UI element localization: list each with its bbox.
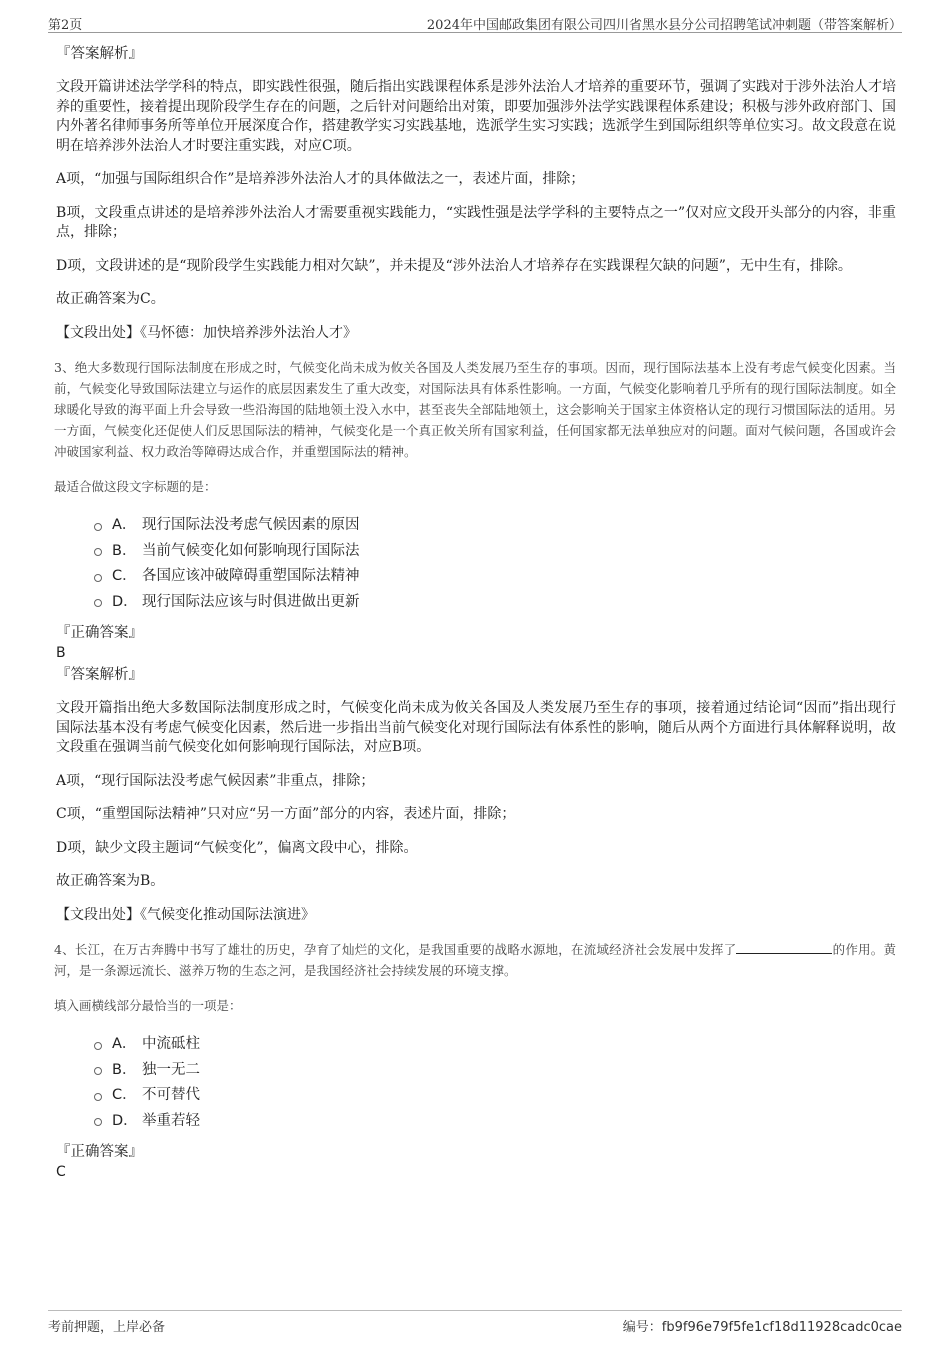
radio-icon[interactable] — [94, 1118, 102, 1126]
q3-option-b[interactable]: B． 当前气候变化如何影响现行国际法 — [94, 537, 896, 563]
radio-icon[interactable] — [94, 523, 102, 531]
radio-icon[interactable] — [94, 548, 102, 556]
page-header — [48, 12, 902, 33]
q2-source: 【文段出处】《马怀德：加快培养涉外法治人才》 — [56, 324, 357, 341]
q4-answer-label: 『正确答案』 — [56, 1144, 143, 1160]
radio-icon[interactable] — [94, 599, 102, 607]
document-title: 2024年中国邮政集团有限公司四川省黑水县分公司招聘笔试冲刺题（带答案解析） — [426, 18, 902, 33]
q3-option-a[interactable]: A． 现行国际法没考虑气候因素的原因 — [94, 511, 896, 537]
q2-option-a-note: A项，“加强与国际组织合作”是培养涉外法治人才的具体做法之一，表述片面，排除； — [56, 171, 585, 187]
q3-answer-label: 『正确答案』 — [56, 625, 143, 641]
q2-option-d-note: D项，文段讲述的是“现阶段学生实践能力相对欠缺”，并未提及“涉外法治人才培养存在实践课程欠缺的问题”，无中生有，排除。 — [56, 257, 852, 274]
radio-icon[interactable] — [94, 1093, 102, 1101]
q4-option-c[interactable]: C． 不可替代 — [94, 1081, 896, 1107]
radio-icon[interactable] — [94, 1042, 102, 1050]
q3-option-c[interactable]: C． 各国应该冲破障碍重塑国际法精神 — [94, 562, 896, 588]
q3-conclusion: 故正确答案为B。 — [56, 873, 165, 889]
q3-option-d-note: D项，缺少文段主题词“气候变化”，偏离文段中心，排除。 — [56, 839, 418, 856]
q4-option-a[interactable]: A． 中流砥柱 — [94, 1030, 896, 1056]
q2-option-b-note: B项，文段重点讲述的是培养涉外法治人才需要重视实践能力，“实践性强是法学学科的主要特点之一”仅对应文段开头部分的内容，非重点，排除； — [56, 204, 896, 240]
q2-conclusion: 故正确答案为C。 — [56, 291, 165, 307]
q3-options — [94, 511, 896, 613]
fill-blank — [736, 941, 832, 954]
q3-prompt: 最适合做这段文字标题的是： — [54, 479, 217, 494]
radio-icon[interactable] — [94, 1067, 102, 1075]
radio-icon[interactable] — [94, 574, 102, 582]
document-code: 编号：fb9f96e79f5fe1cf18d11928cadc0cae — [622, 1320, 902, 1335]
q3-stem: 3、绝大多数现行国际法制度在形成之时，气候变化尚未成为攸关各国及人类发展乃至生存的事项。因而，现行国际法基本上没有考虑气候变化因素。当前，气候变化导致国际法建立与运作的底层因素发生了重大改变，对国际法具有体系性影响。一方面，气候变化影响着几乎所有的现行国际法制度。如全球暖化导致的海平面上升会导致一些沿海国的陆地领土没入水中，甚至丧失全部陆地领土，这会影响关于国家主体资格认定的现行习惯国际法的适用。另一方面，气候变化还促使人们反思国际法的精神，气候变化是一个真正攸关所有国家利益，任何国家都无法单独应对的问题。面对气候问题，各国或许会冲破国家利益、权力政治等障碍达成合作，并重塑国际法的精神。 — [54, 360, 896, 459]
q3-option-d[interactable]: D． 现行国际法应该与时俱进做出更新 — [94, 588, 896, 614]
q4-stem: 4、长江，在万古奔腾中书写了雄壮的历史，孕育了灿烂的文化，是我国重要的战略水源地，在流域经济社会发展中发挥了 的作用。黄河，是一条源远流长、滋养万物的生态之河，是我国经济社会持续发展的环境支撑。 — [54, 942, 896, 978]
q3-answer: B — [56, 645, 66, 661]
q3-source: 【文段出处】《气候变化推动国际法演进》 — [56, 906, 315, 923]
q2-analysis: 文段开篇讲述法学学科的特点，即实践性很强，随后指出实践课程体系是涉外法治人才培养的重要环节，强调了实践对于涉外法治人才培养的重要性，接着提出现阶段学生存在的问题，之后针对问题给出对策，即要加强涉外法学实践课程体系建设；积极与涉外政府部门、国内外著名律师事务所等单位开展深度合作，搭建教学实习实践基地，选派学生实习实践；选派学生到国际组织等单位实习。故文段意在说明在培养涉外法治人才时要注重实践，对应C项。 — [56, 79, 896, 154]
q3-option-a-note: A项，“现行国际法没考虑气候因素”非重点，排除； — [56, 772, 375, 789]
q4-option-d[interactable]: D． 举重若轻 — [94, 1107, 896, 1133]
q4-options — [94, 1030, 896, 1132]
main-content — [56, 44, 896, 1184]
q3-analysis: 文段开篇指出绝大多数国际法制度形成之时，气候变化尚未成为攸关各国及人类发展乃至生存的事项，接着通过结论词“因而”指出现行国际法基本没有考虑气候变化因素，然后进一步指出当前气候变化对现行国际法有体系性的影响，随后从两个方面进行具体解释说明，故文段重在强调当前气候变化如何影响现行国际法，对应B项。 — [56, 700, 896, 755]
q3-analysis-label: 『答案解析』 — [56, 667, 143, 683]
page-footer — [48, 1310, 902, 1335]
footer-slogan: 考前押题，上岸必备 — [48, 1320, 166, 1335]
page-number: 第2页 — [48, 18, 83, 33]
q3-option-c-note: C项，“重塑国际法精神”只对应“另一方面”部分的内容，表述片面，排除； — [56, 806, 516, 822]
q4-option-b[interactable]: B． 独一无二 — [94, 1056, 896, 1082]
q2-analysis-label: 『答案解析』 — [56, 46, 143, 62]
q4-answer: C — [56, 1164, 66, 1180]
q4-prompt: 填入画横线部分最恰当的一项是： — [54, 998, 242, 1013]
